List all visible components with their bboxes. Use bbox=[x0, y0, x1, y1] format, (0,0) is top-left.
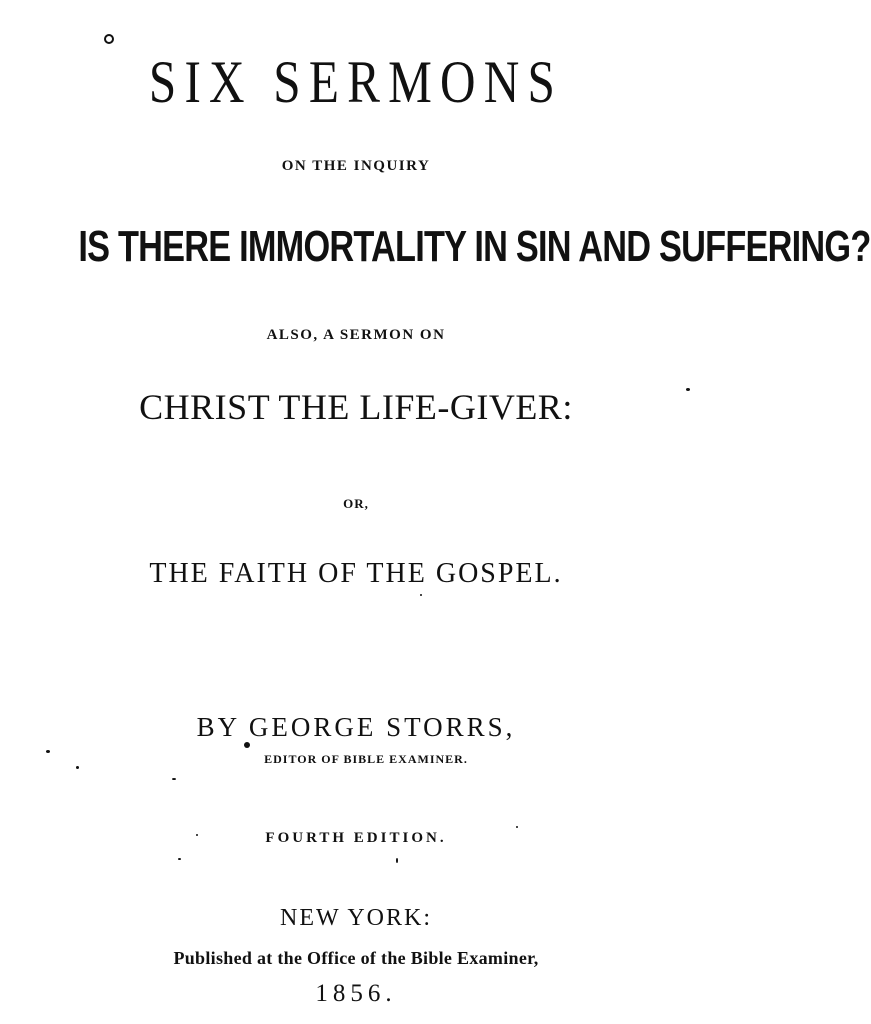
ink-speck bbox=[178, 858, 181, 860]
question-title: IS THERE IMMORTALITY IN SIN AND SUFFERING? bbox=[78, 222, 871, 271]
ink-speck bbox=[76, 766, 79, 769]
author-byline: BY GEORGE STORRS, bbox=[196, 712, 516, 742]
ink-speck bbox=[172, 778, 176, 780]
imprint-year: 1856. bbox=[315, 980, 397, 1007]
ink-speck bbox=[244, 742, 250, 748]
ink-speck bbox=[196, 834, 198, 836]
subtitle-intro: ON THE INQUIRY bbox=[281, 158, 431, 174]
ink-ring-mark bbox=[104, 34, 114, 44]
edition-label: FOURTH EDITION. bbox=[265, 830, 447, 846]
imprint-city: NEW YORK: bbox=[280, 905, 432, 931]
ink-speck bbox=[686, 388, 690, 391]
or-line: OR, bbox=[343, 496, 369, 511]
faith-title: THE FAITH OF THE GOSPEL. bbox=[149, 558, 563, 589]
ink-speck bbox=[46, 750, 50, 753]
author-role: EDITOR OF BIBLE EXAMINER. bbox=[264, 752, 468, 766]
imprint-publisher: Published at the Office of the Bible Examiner, bbox=[173, 948, 539, 968]
ink-speck bbox=[420, 594, 422, 596]
also-line: ALSO, A SERMON ON bbox=[266, 327, 446, 343]
ink-speck bbox=[396, 858, 398, 863]
main-title: SIX SERMONS bbox=[148, 49, 564, 115]
christ-title: CHRIST THE LIFE-GIVER: bbox=[139, 387, 573, 427]
ink-speck bbox=[516, 826, 518, 828]
